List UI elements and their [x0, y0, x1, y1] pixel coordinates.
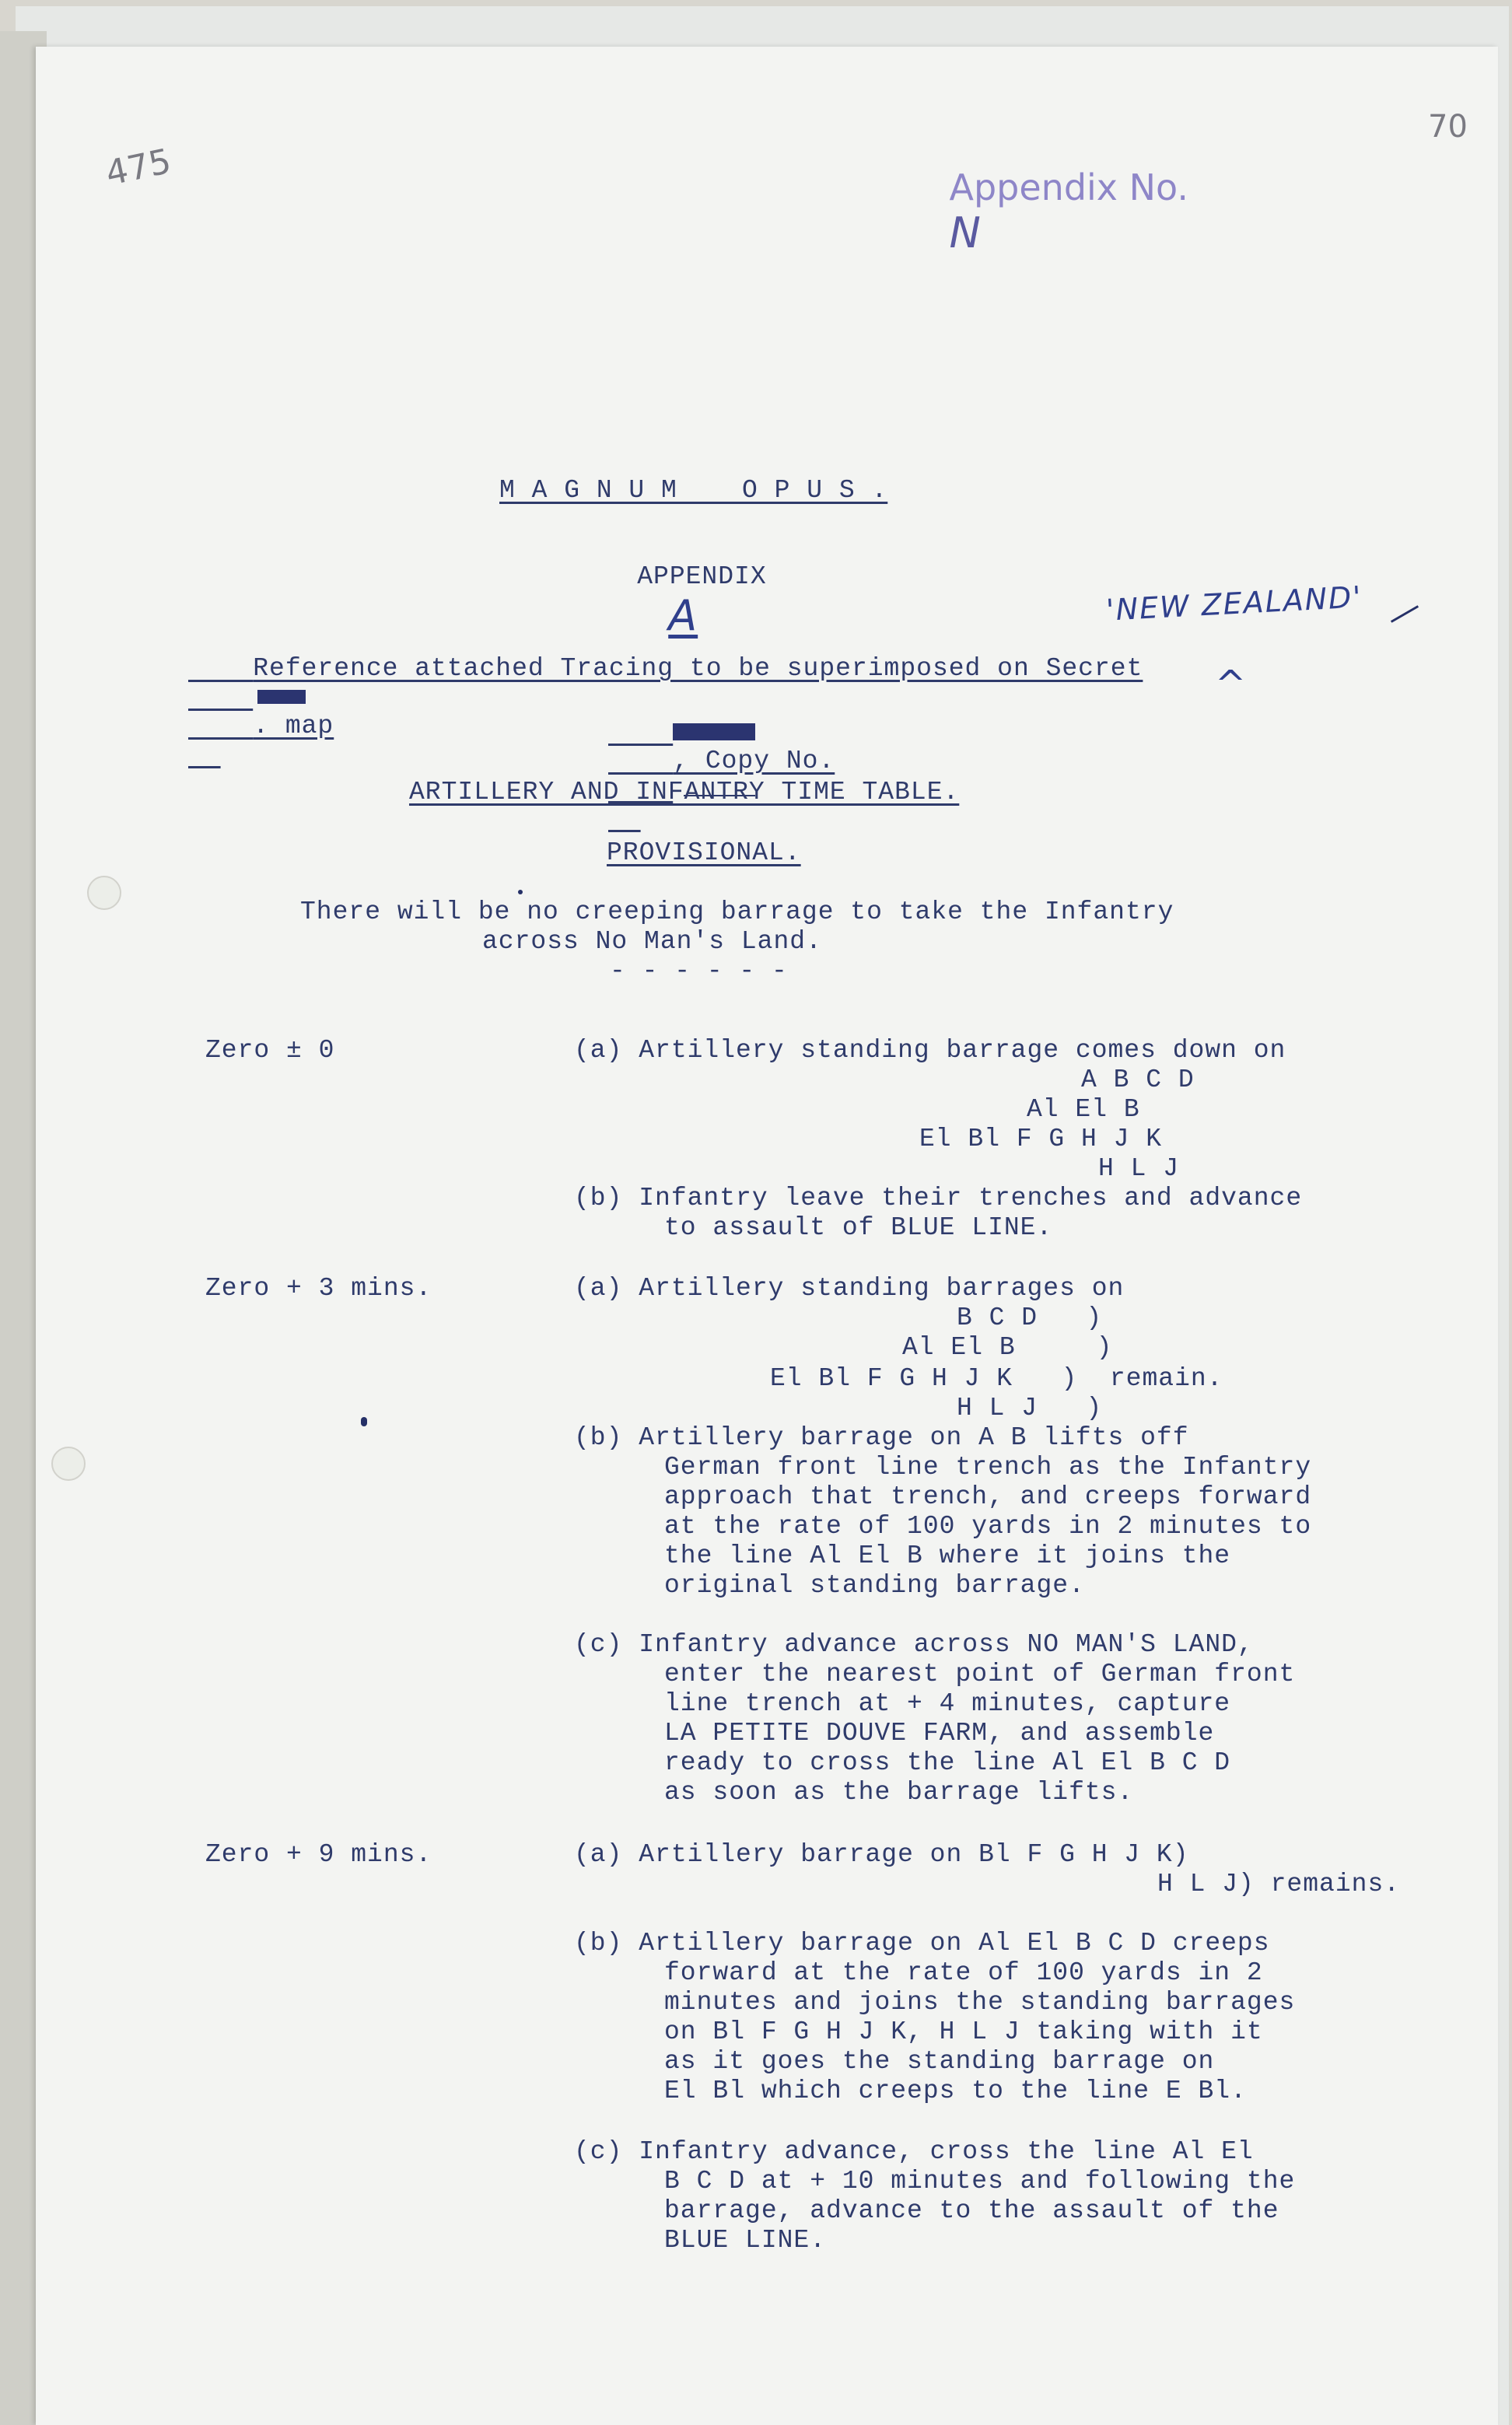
- entry-1-a-targets-2: Al El B ): [902, 1333, 1113, 1362]
- punch-hole-upper: [87, 876, 121, 910]
- entry-0-a-targets-3: El Bl F G H J K: [919, 1125, 1163, 1153]
- ink-dot: [518, 890, 523, 894]
- entry-0-a-line: (a) Artillery standing barrage comes down on: [574, 1036, 1286, 1065]
- time-zero: Zero ± 0: [205, 1036, 335, 1065]
- entry-2-b-line-3: minutes and joins the standing barrages: [664, 1988, 1296, 2017]
- entry-2-a-line-1: (a) Artillery barrage on Bl F G H J K): [574, 1840, 1189, 1869]
- document-page: [36, 47, 1498, 2425]
- entry-2-a-line-2: H L J) remains.: [1157, 1870, 1401, 1898]
- entry-0-b-line-2: to assault of BLUE LINE.: [664, 1213, 1053, 1242]
- entry-1-c-line-6: as soon as the barrage lifts.: [664, 1778, 1134, 1807]
- ink-dot: [361, 1417, 367, 1426]
- entry-1-b-line-6: original standing barrage.: [664, 1571, 1085, 1600]
- entry-2-b-line-1: (b) Artillery barrage on Al El B C D creeps: [574, 1929, 1270, 1958]
- entry-1-b-line-1: (b) Artillery barrage on A B lifts off: [574, 1423, 1189, 1452]
- entry-1-a-targets-3: El Bl F G H J K ) remain.: [770, 1364, 1223, 1393]
- appendix-letter: A: [668, 591, 698, 640]
- entry-0-a-targets-2: Al El B: [1027, 1095, 1140, 1124]
- entry-2-b-line-2: forward at the rate of 100 yards in 2: [664, 1958, 1263, 1987]
- time-zero-plus-9: Zero + 9 mins.: [205, 1840, 432, 1869]
- copy-number-line: [608, 689, 835, 833]
- struck-number: [673, 723, 755, 740]
- intro-line-2: across No Man's Land.: [482, 927, 822, 956]
- entry-1-c-line-2: enter the nearest point of German front: [664, 1660, 1296, 1688]
- entry-1-b-line-5: the line Al El B where it joins the: [664, 1541, 1231, 1570]
- entry-1-a-targets-1: B C D ): [957, 1303, 1103, 1332]
- appendix-label: APPENDIX: [637, 562, 767, 591]
- entry-1-c-line-1: (c) Infantry advance across NO MAN'S LAND,: [574, 1630, 1254, 1659]
- entry-1-a-line: (a) Artillery standing barrages on: [574, 1274, 1125, 1303]
- time-zero-plus-3: Zero + 3 mins.: [205, 1274, 432, 1303]
- document-title: M A G N U M O P U S .: [499, 476, 888, 505]
- handwritten-arrow: [1391, 605, 1419, 623]
- intro-line-1: There will be no creeping barrage to take the Infantry: [300, 898, 1174, 926]
- entry-0-a-targets-4: H L J: [1098, 1154, 1180, 1183]
- entry-2-c-line-1: (c) Infantry advance, cross the line Al El: [574, 2137, 1254, 2166]
- reference-text: Reference attached Tracing to be superimposed on Secret: [253, 654, 1143, 683]
- struck-reference-number: [257, 690, 306, 704]
- entry-2-c-line-2: B C D at + 10 minutes and following the: [664, 2167, 1296, 2196]
- handwritten-insert: 'NEW ZEALAND': [1105, 579, 1363, 628]
- entry-2-b-line-6: El Bl which creeps to the line E Bl.: [664, 2077, 1247, 2105]
- entry-1-b-line-3: approach that trench, and creeps forward: [664, 1482, 1312, 1511]
- punch-hole-lower: [51, 1447, 86, 1481]
- entry-0-b-line-1: (b) Infantry leave their trenches and advance: [574, 1184, 1303, 1212]
- page-number: 70: [1428, 109, 1468, 145]
- section-heading: ARTILLERY AND INFANTRY TIME TABLE.: [409, 778, 960, 807]
- entry-1-b-line-2: German front line trench as the Infantry: [664, 1453, 1312, 1482]
- reference-end: . map: [253, 712, 334, 740]
- appendix-stamp-letter: N: [949, 208, 981, 257]
- section-subheading: PROVISIONAL.: [607, 838, 801, 867]
- entry-2-c-line-3: barrage, advance to the assault of the: [664, 2196, 1279, 2225]
- copy-label: , Copy No.: [673, 747, 835, 775]
- entry-1-b-line-4: at the rate of 100 yards in 2 minutes to: [664, 1512, 1312, 1541]
- entry-2-b-line-5: as it goes the standing barrage on: [664, 2047, 1215, 2076]
- entry-0-a-targets-1: A B C D: [1081, 1066, 1195, 1094]
- entry-2-b-line-4: on Bl F G H J K, H L J taking with it: [664, 2017, 1263, 2046]
- appendix-stamp-text: Appendix No.: [949, 166, 1189, 208]
- insert-caret: ^: [1215, 663, 1247, 706]
- separator: - - - - - -: [610, 957, 788, 985]
- entry-1-a-targets-4: H L J ): [957, 1394, 1103, 1422]
- pencil-folio-number: 475: [102, 141, 175, 194]
- entry-2-c-line-4: BLUE LINE.: [664, 2226, 827, 2255]
- entry-1-c-line-3: line trench at + 4 minutes, capture: [664, 1689, 1231, 1718]
- appendix-stamp: [904, 124, 1188, 299]
- entry-1-c-line-4: LA PETITE DOUVE FARM, and assemble: [664, 1719, 1215, 1748]
- entry-1-c-line-5: ready to cross the line Al El B C D: [664, 1748, 1231, 1777]
